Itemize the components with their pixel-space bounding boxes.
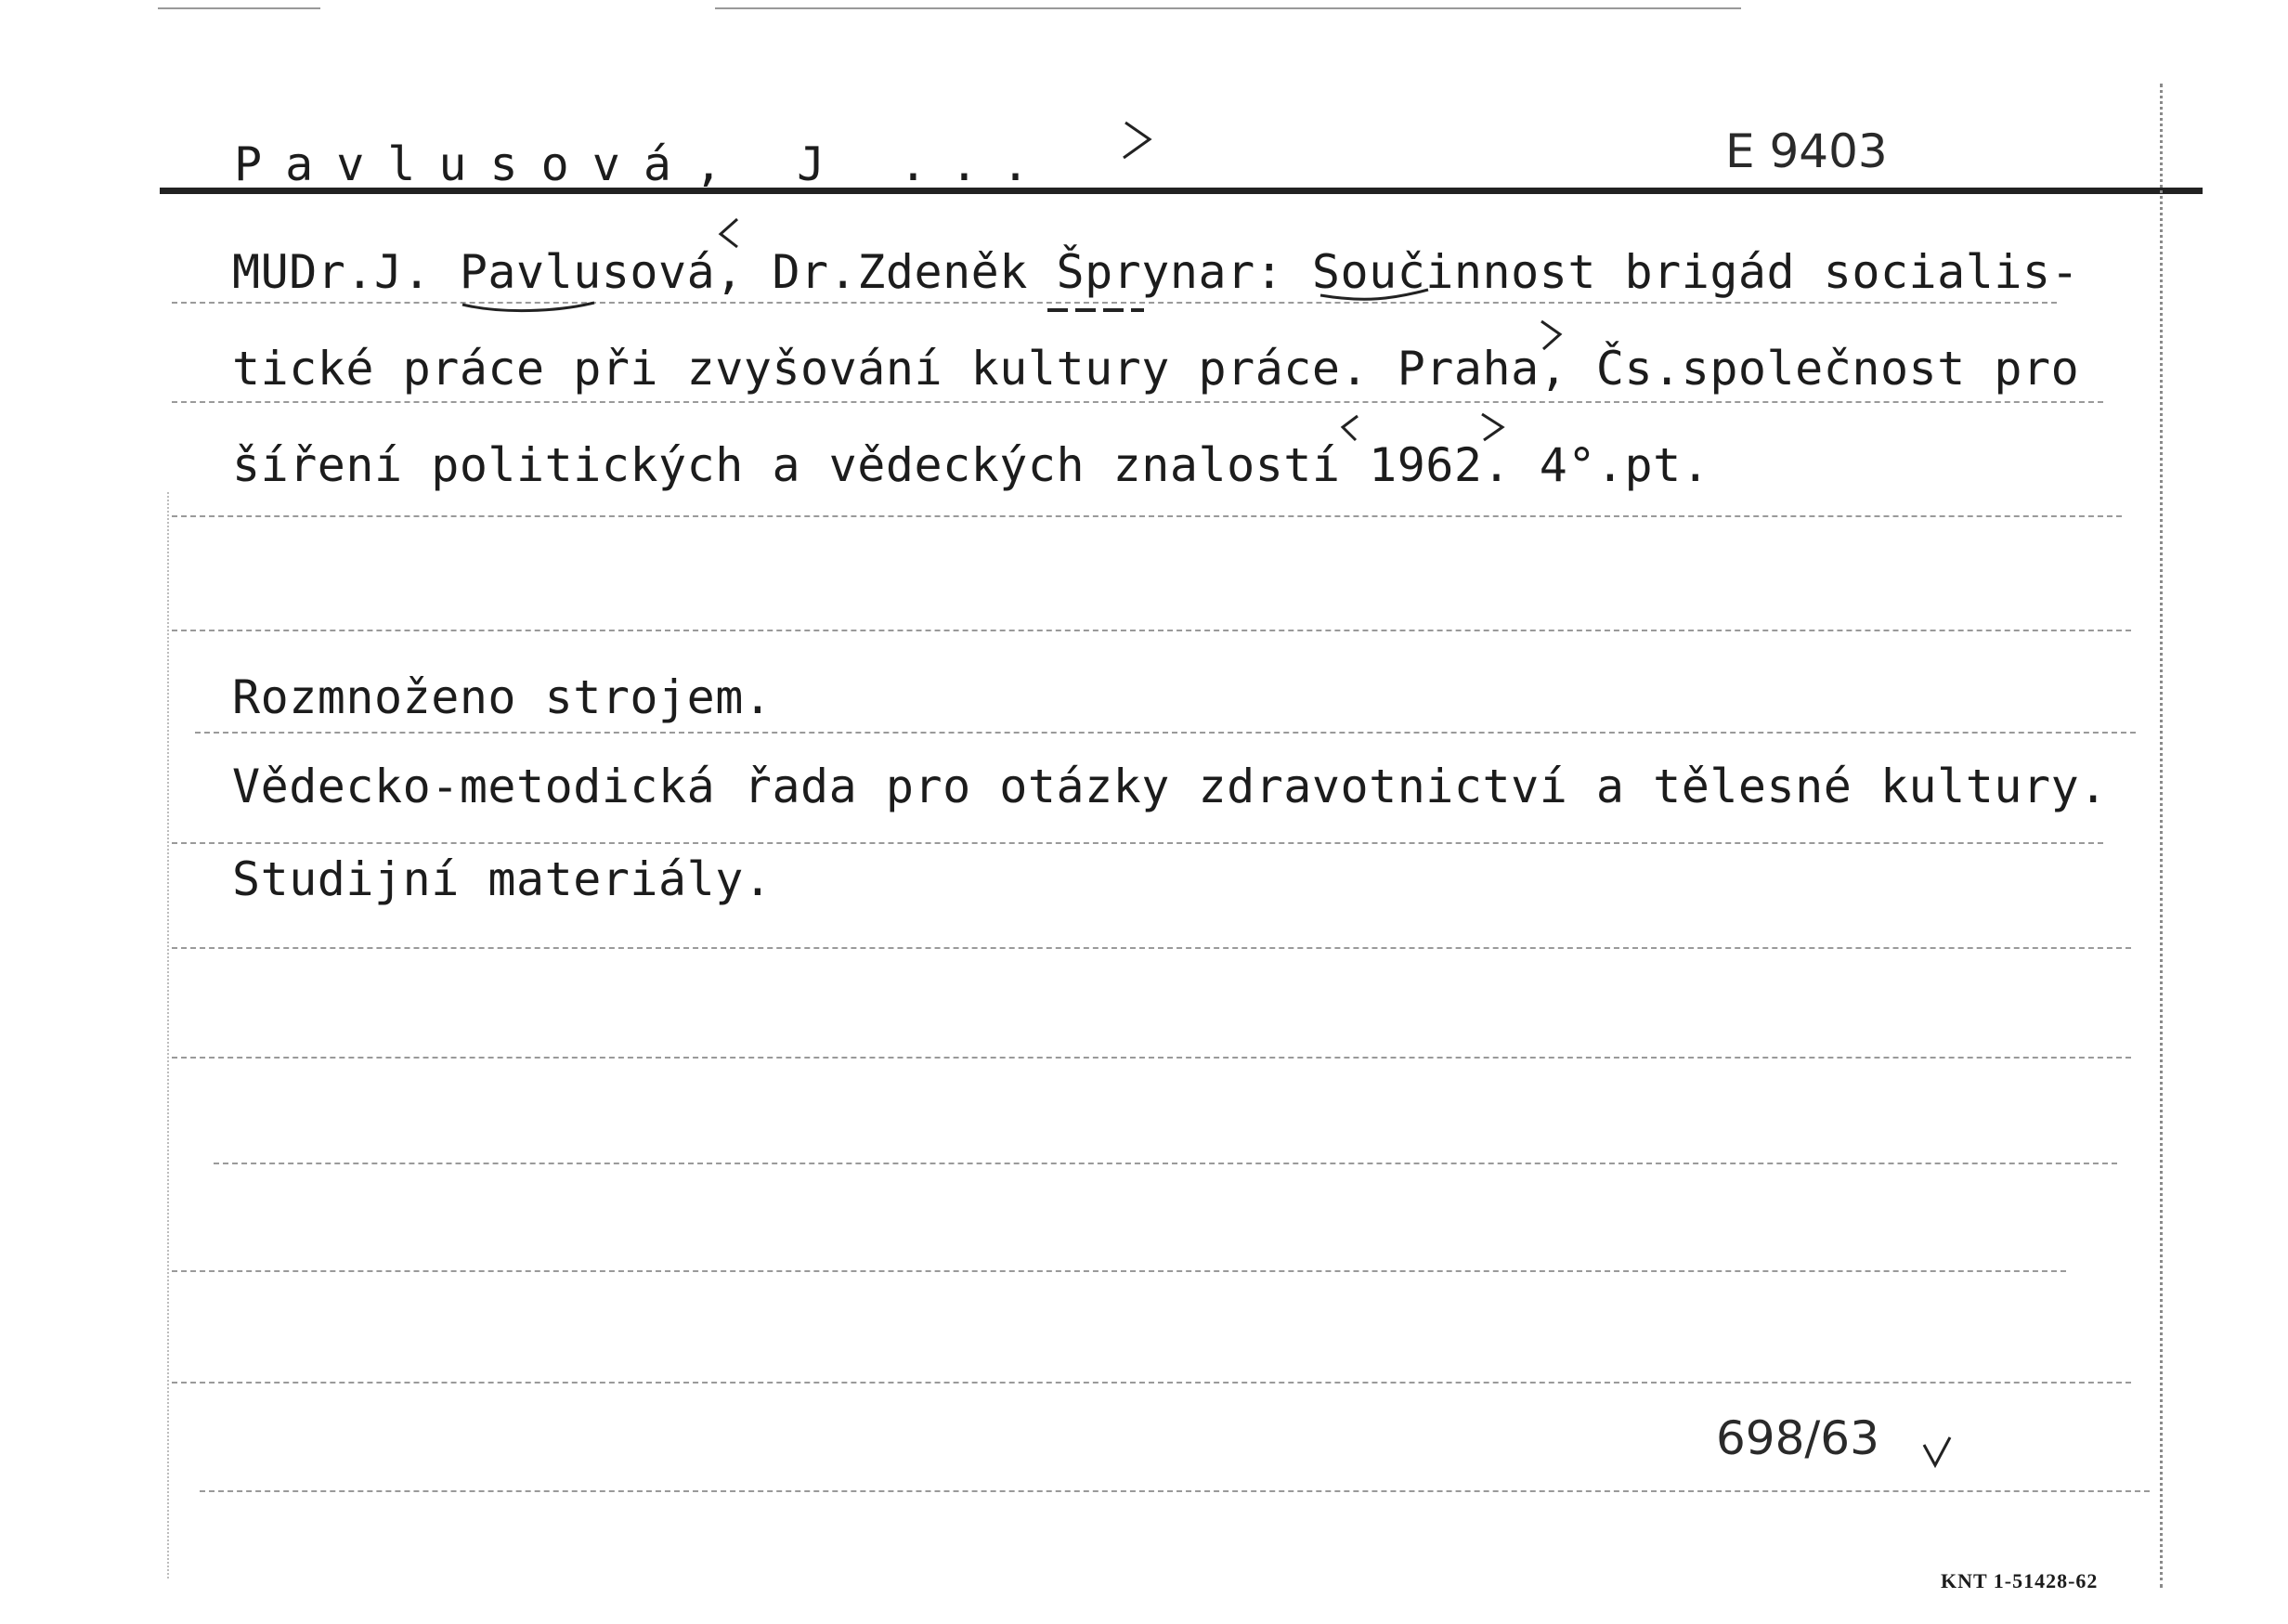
- check-mark: [1924, 1437, 1950, 1465]
- footer-code: KNT 1-51428-62: [1941, 1569, 2099, 1592]
- caret-right-mark: [1541, 321, 1560, 349]
- underline-mark: [1320, 290, 1428, 299]
- caret-right-mark: [1124, 123, 1150, 158]
- entry-line-3: šíření politických a vědeckých znalostí 1962. 4°.pt.: [232, 438, 1710, 492]
- accession-number: 698/63: [1716, 1411, 1879, 1465]
- note-reproduction: Rozmnoženo strojem.: [232, 670, 773, 724]
- note-series: Vědecko-metodická řada pro otázky zdravotnictví a tělesné kultury.: [232, 760, 2108, 813]
- caret-right-mark: [1482, 414, 1502, 440]
- underline-mark: [462, 303, 594, 311]
- entry-line-1: MUDr.J. Pavlusová, Dr.Zdeněk Šprynar: Součinnost brigád socialis-: [232, 245, 2080, 299]
- caret-left-mark: [721, 219, 737, 247]
- note-materials: Studijní materiály.: [232, 852, 773, 906]
- heading-name: Pavlusová, J ...: [234, 137, 1053, 191]
- caret-left-mark: [1343, 416, 1358, 440]
- entry-line-2: tické práce při zvyšování kultury práce. Praha, Čs.společnost pro: [232, 342, 2080, 396]
- call-number: E 9403: [1725, 124, 1888, 178]
